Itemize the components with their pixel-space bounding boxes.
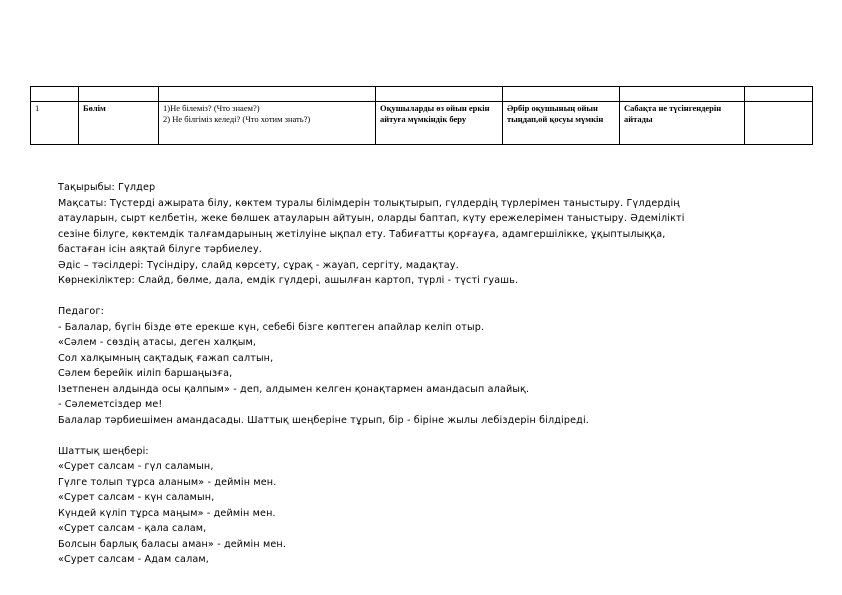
- text-line: Сәлем берейік иіліп баршаңызға,: [58, 368, 233, 379]
- table-header-row: [31, 87, 813, 102]
- empty-cell: [745, 102, 813, 145]
- text-line: Көрнекіліктер: Слайд, бөлме, дала, емдік гүлдері, ашылған картоп, түрлі - түсті гуашь.: [58, 275, 519, 286]
- stage-cell: Бөлім: [79, 102, 159, 145]
- questions-cell: [159, 102, 376, 145]
- text-line: Болсын барлық баласы аман» - деймін мен.: [58, 538, 287, 550]
- blank-line: [58, 428, 778, 444]
- result-cell: Сабақта не түсінгендерін айтады: [620, 102, 745, 145]
- text-line: Балалар тәрбиешімен амандасады. Шаттық шеңберіне тұрып, бір - біріне жылы лебіздерін білдіреді.: [58, 414, 589, 426]
- question-line: 1)Не білеміз? (Что знаем?): [163, 103, 260, 113]
- text-line: Әдіс – тәсілдері: Түсіндіру, слайд көрсету, сұрақ - жауап, сергіту, мадақтау.: [58, 259, 459, 271]
- text-line: Гүлге толып тұрса аланым» - деймін мен.: [58, 476, 277, 488]
- text-line: атауларын, сырт келбетін, жеке бөлшек атауларын айтуын, оларды баптап, күту ережелерімен таныстыру. Әдемілікті: [58, 213, 685, 224]
- student-action-cell: Әрбір оқушының ойын тыңдап,ой қосуы мүмкін: [503, 102, 620, 145]
- text-line: Тақырыбы: Гүлдер: [58, 182, 156, 193]
- text-line: Ізетпенен алдында осы қалпым» - деп, алдымен келген қонақтармен амандасып алайық.: [58, 383, 530, 395]
- blank-line: [58, 289, 778, 305]
- text-line: «Сурет салсам - Адам салам,: [58, 554, 209, 565]
- text-line: - Сәлеметсіздер ме!: [58, 399, 163, 410]
- text-line: - Балалар, бүгін бізде өте ерекше күн, себебі бізге көптеген апайлар келіп отыр.: [58, 321, 485, 333]
- text-line: сезіне білуге, көктемдік талғамдарының жетілуіне ықпал ету. Табиғатты қорғауға, адамгершілікке, ұқыптылыққа,: [58, 228, 666, 240]
- text-line: «Сурет салсам - гүл саламын,: [58, 461, 214, 472]
- row-number: 1: [31, 102, 79, 145]
- text-line: Мақсаты: Түстерді ажырата білу, көктем туралы білімдерін толықтырып, гүлдердің түрлерімен таныстыру. Гүлдердің: [58, 197, 680, 209]
- text-line: «Сурет салсам - қала салам,: [58, 523, 207, 534]
- lesson-plan-table: [30, 86, 813, 145]
- text-line: Күндей күліп тұрса маңым» - деймін мен.: [58, 507, 276, 519]
- text-line: Шаттық шеңбері:: [58, 445, 149, 457]
- question-line: 2) Не білгіміз келеді? (Что хотим знать?): [163, 114, 311, 124]
- text-line: «Сурет салсам - күн саламын,: [58, 492, 215, 503]
- text-line: Сол халқымның сақтадық ғажап салтын,: [58, 352, 274, 364]
- lesson-text: [58, 180, 778, 568]
- text-line: бастаған ісін аяқтай білуге тәрбиелеу.: [58, 244, 263, 255]
- teacher-action-cell: Оқушыларды өз ойын еркін айтуға мүмкіндік беру: [376, 102, 503, 145]
- table-row: [31, 102, 813, 145]
- text-line: Педагог:: [58, 306, 105, 317]
- text-line: «Сәлем - сөздің атасы, деген халқым,: [58, 337, 257, 348]
